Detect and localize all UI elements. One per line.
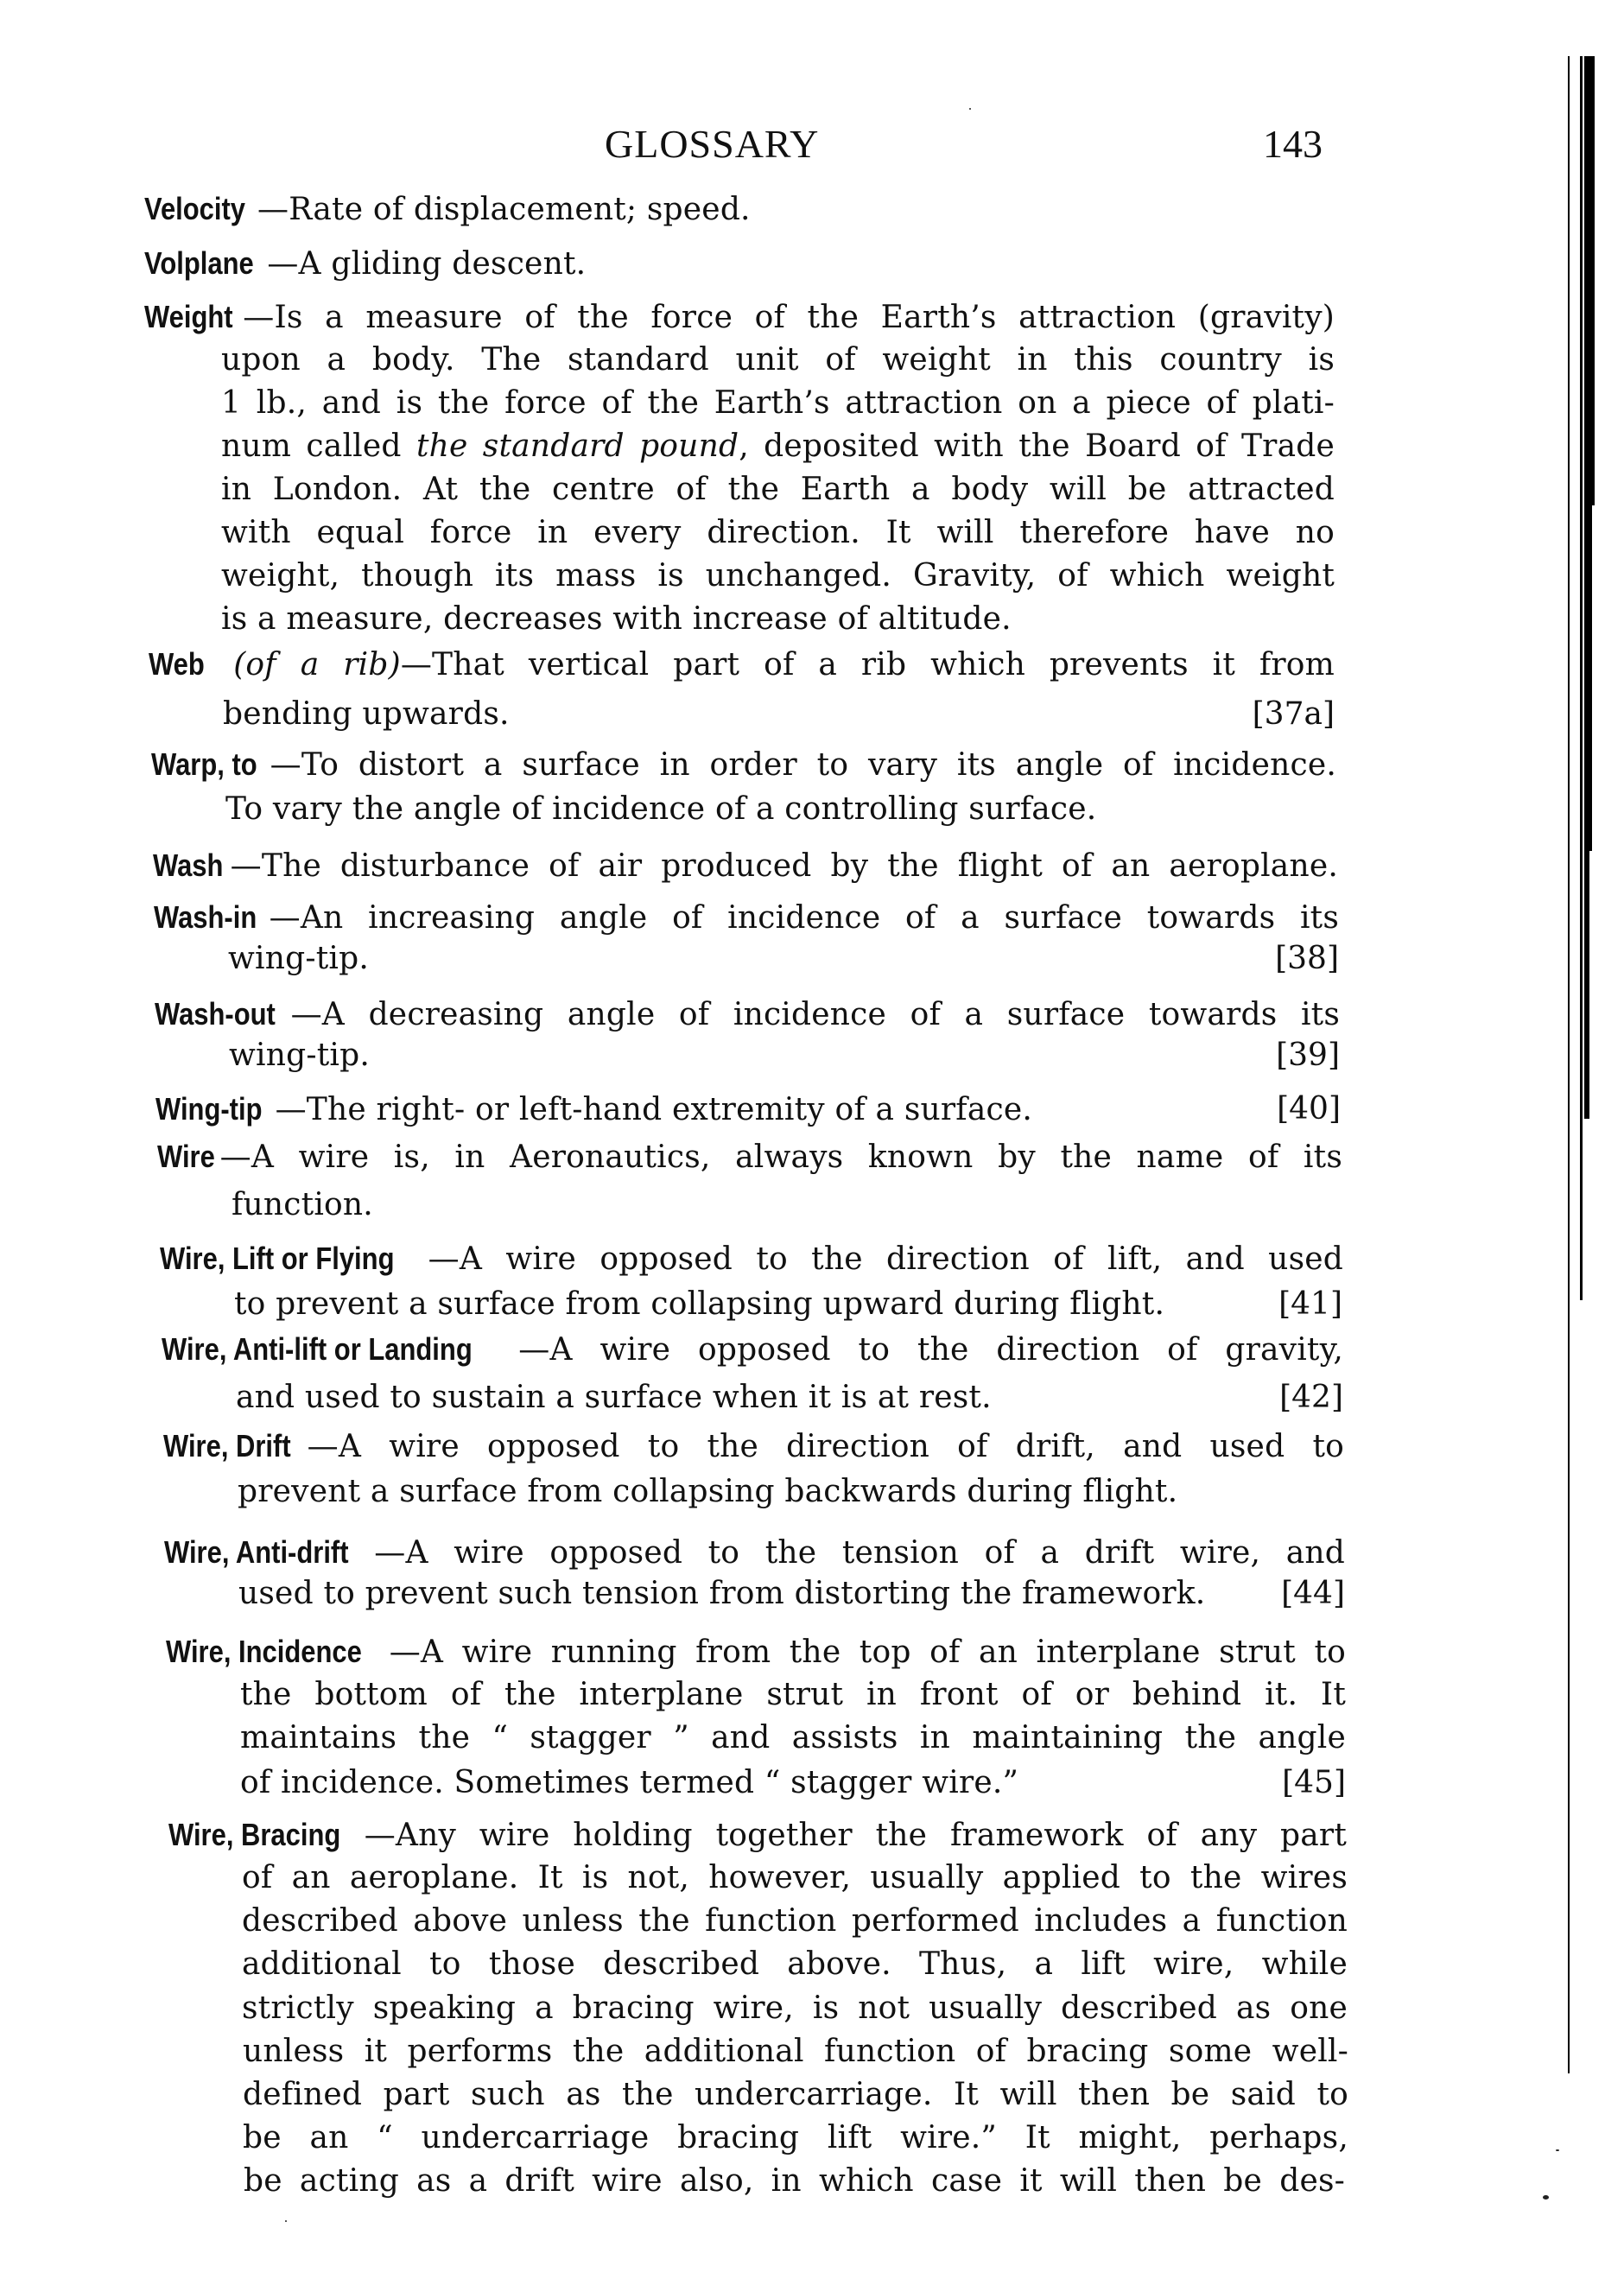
term: Wire, Bracing	[168, 1817, 341, 1852]
entry-wash	[153, 847, 1338, 886]
term: Wire	[157, 1139, 215, 1174]
entry-wash-out	[155, 995, 1340, 1034]
figure-reference: [41]	[1278, 1286, 1342, 1322]
entry-warp	[151, 746, 1336, 784]
italic-phrase: the standard pound	[416, 429, 739, 464]
definition-line: the bottom of the interplane strut in front of or behind it. It	[240, 1677, 1346, 1712]
definition-line: num called the standard pound, deposited with the Board of Trade	[221, 429, 1335, 464]
definition: —The disturbance of air produced by the flight of an aeroplane.	[230, 848, 1338, 884]
figure-reference: [37a]	[1252, 696, 1335, 732]
definition-line: maintains the “ stagger ” and assists in maintaining the angle	[240, 1720, 1346, 1755]
definition: —Rate of displacement; speed.	[257, 192, 751, 227]
definition: —A wire opposed to the tension of a drift wire, and	[374, 1535, 1345, 1571]
definition-line: wing-tip.	[229, 1038, 370, 1073]
entry-wire-bracing	[168, 1816, 1347, 1855]
definition-line: with equal force in every direction. It will therefore have no	[221, 515, 1335, 550]
entry-wire-lift	[160, 1240, 1343, 1279]
definition-line: of incidence. Sometimes termed “ stagger wire.”	[240, 1765, 1019, 1800]
term: Wash-in	[154, 899, 257, 935]
definition-line: weight, though its mass is unchanged. Gravity, of which weight	[221, 558, 1335, 594]
definition-line: of an aeroplane. It is not, however, usually applied to the wires	[242, 1860, 1348, 1895]
figure-reference: [40]	[1277, 1091, 1341, 1127]
definition-line: be an “ undercarriage bracing lift wire.” It might, perhaps,	[243, 2120, 1348, 2155]
definition-line: used to prevent such tension from distorting the framework.	[238, 1576, 1206, 1611]
scan-speck	[1543, 2195, 1549, 2200]
term-qualifier: (of a rib)	[233, 647, 401, 682]
term: Wash	[153, 847, 224, 883]
term: Wing-tip	[155, 1091, 263, 1127]
term: Web	[149, 646, 205, 682]
definition-line: in London. At the centre of the Earth a body will be attracted	[221, 472, 1335, 507]
term: Wire, Lift or Flying	[160, 1241, 395, 1276]
term: Volplane	[144, 245, 254, 281]
scan-speck	[285, 2220, 287, 2222]
entry-wash-in	[154, 898, 1339, 937]
page-number: 143	[1263, 122, 1323, 166]
definition-line: unless it performs the additional function of bracing some well-	[243, 2034, 1348, 2069]
definition-line: to prevent a surface from collapsing upward during flight.	[234, 1286, 1165, 1322]
figure-reference: [39]	[1276, 1038, 1340, 1073]
term: Wash-out	[155, 996, 276, 1032]
entry-weight	[144, 298, 1335, 337]
definition-line: defined part such as the undercarriage. It will then be said to	[243, 2077, 1348, 2112]
definition-line: is a measure, decreases with increase of altitude.	[221, 601, 1012, 637]
definition: —That vertical part of a rib which prevents it from	[400, 647, 1335, 682]
entry-web	[149, 645, 1335, 684]
definition: —Any wire holding together the framework of any part	[364, 1818, 1347, 1853]
definition: —A gliding descent.	[267, 246, 587, 282]
definition: —An increasing angle of incidence of a surface towards its	[269, 900, 1339, 936]
page-edge-mid-line	[1580, 56, 1583, 1300]
definition-line: function.	[232, 1187, 373, 1222]
term: Wire, Anti-drift	[164, 1534, 349, 1570]
page-edge-thin-line	[1568, 56, 1570, 2073]
definition: —A wire is, in Aeronautics, always known by the name of its	[219, 1140, 1342, 1175]
figure-reference: [44]	[1281, 1576, 1345, 1611]
entry-wire	[157, 1138, 1342, 1177]
definition: —A decreasing angle of incidence of a surface towards its	[290, 997, 1340, 1032]
entry-wire-incidence	[166, 1633, 1346, 1672]
definition-line: and used to sustain a surface when it is at rest.	[236, 1380, 992, 1415]
scan-speck	[1556, 2149, 1559, 2151]
definition-line: be acting as a drift wire also, in which case it will then be des-	[244, 2163, 1345, 2199]
term: Wire, Incidence	[166, 1634, 362, 1669]
definition: —To distort a surface in order to vary its angle of incidence.	[270, 747, 1336, 783]
page-edge-thick-bar	[1584, 505, 1592, 851]
definition-line: additional to those described above. Thus, a lift wire, while	[242, 1946, 1348, 1982]
definition-line: described above unless the function performed includes a function	[242, 1903, 1348, 1939]
entry-wing-tip	[155, 1090, 1032, 1129]
term: Weight	[144, 299, 233, 334]
running-head-title: GLOSSARY	[605, 122, 820, 166]
definition-line: wing-tip.	[228, 941, 369, 976]
page-edge-thick-bar	[1584, 851, 1589, 1119]
entry-volplane	[144, 244, 586, 283]
term: Warp, to	[151, 746, 257, 782]
definition-line: bending upwards.	[223, 696, 510, 732]
definition: —A wire opposed to the direction of gravity,	[518, 1332, 1343, 1368]
entry-wire-anti-lift	[162, 1330, 1343, 1369]
entry-wire-anti-drift	[164, 1533, 1345, 1572]
entry-velocity	[144, 190, 751, 229]
figure-reference: [42]	[1279, 1380, 1343, 1415]
figure-reference: [38]	[1275, 941, 1339, 976]
term: Wire, Anti-lift or Landing	[162, 1331, 473, 1367]
definition: —The right- or left-hand extremity of a surface.	[275, 1092, 1032, 1127]
entry-wire-drift	[163, 1427, 1344, 1466]
definition-line: 1 lb., and is the force of the Earth’s attraction on a piece of plati-	[221, 385, 1335, 421]
definition-line: prevent a surface from collapsing backwards during flight.	[238, 1474, 1178, 1509]
definition: —A wire opposed to the direction of lift, and used	[428, 1241, 1343, 1277]
definition: —Is a measure of the force of the Earth’s attraction (gravity)	[243, 300, 1335, 335]
term: Velocity	[144, 191, 246, 226]
definition-line: To vary the angle of incidence of a controlling surface.	[225, 791, 1097, 827]
scan-speck	[969, 108, 971, 110]
definition: —A wire running from the top of an interplane strut to	[389, 1635, 1346, 1670]
definition-line: strictly speaking a bracing wire, is not usually described as one	[242, 1990, 1348, 2026]
term: Wire, Drift	[163, 1428, 291, 1463]
figure-reference: [45]	[1282, 1765, 1346, 1800]
definition: —A wire opposed to the direction of drift, and used to	[307, 1429, 1344, 1464]
definition-line: upon a body. The standard unit of weight in this country is	[221, 342, 1335, 378]
page-edge-thick-bar	[1584, 56, 1595, 505]
